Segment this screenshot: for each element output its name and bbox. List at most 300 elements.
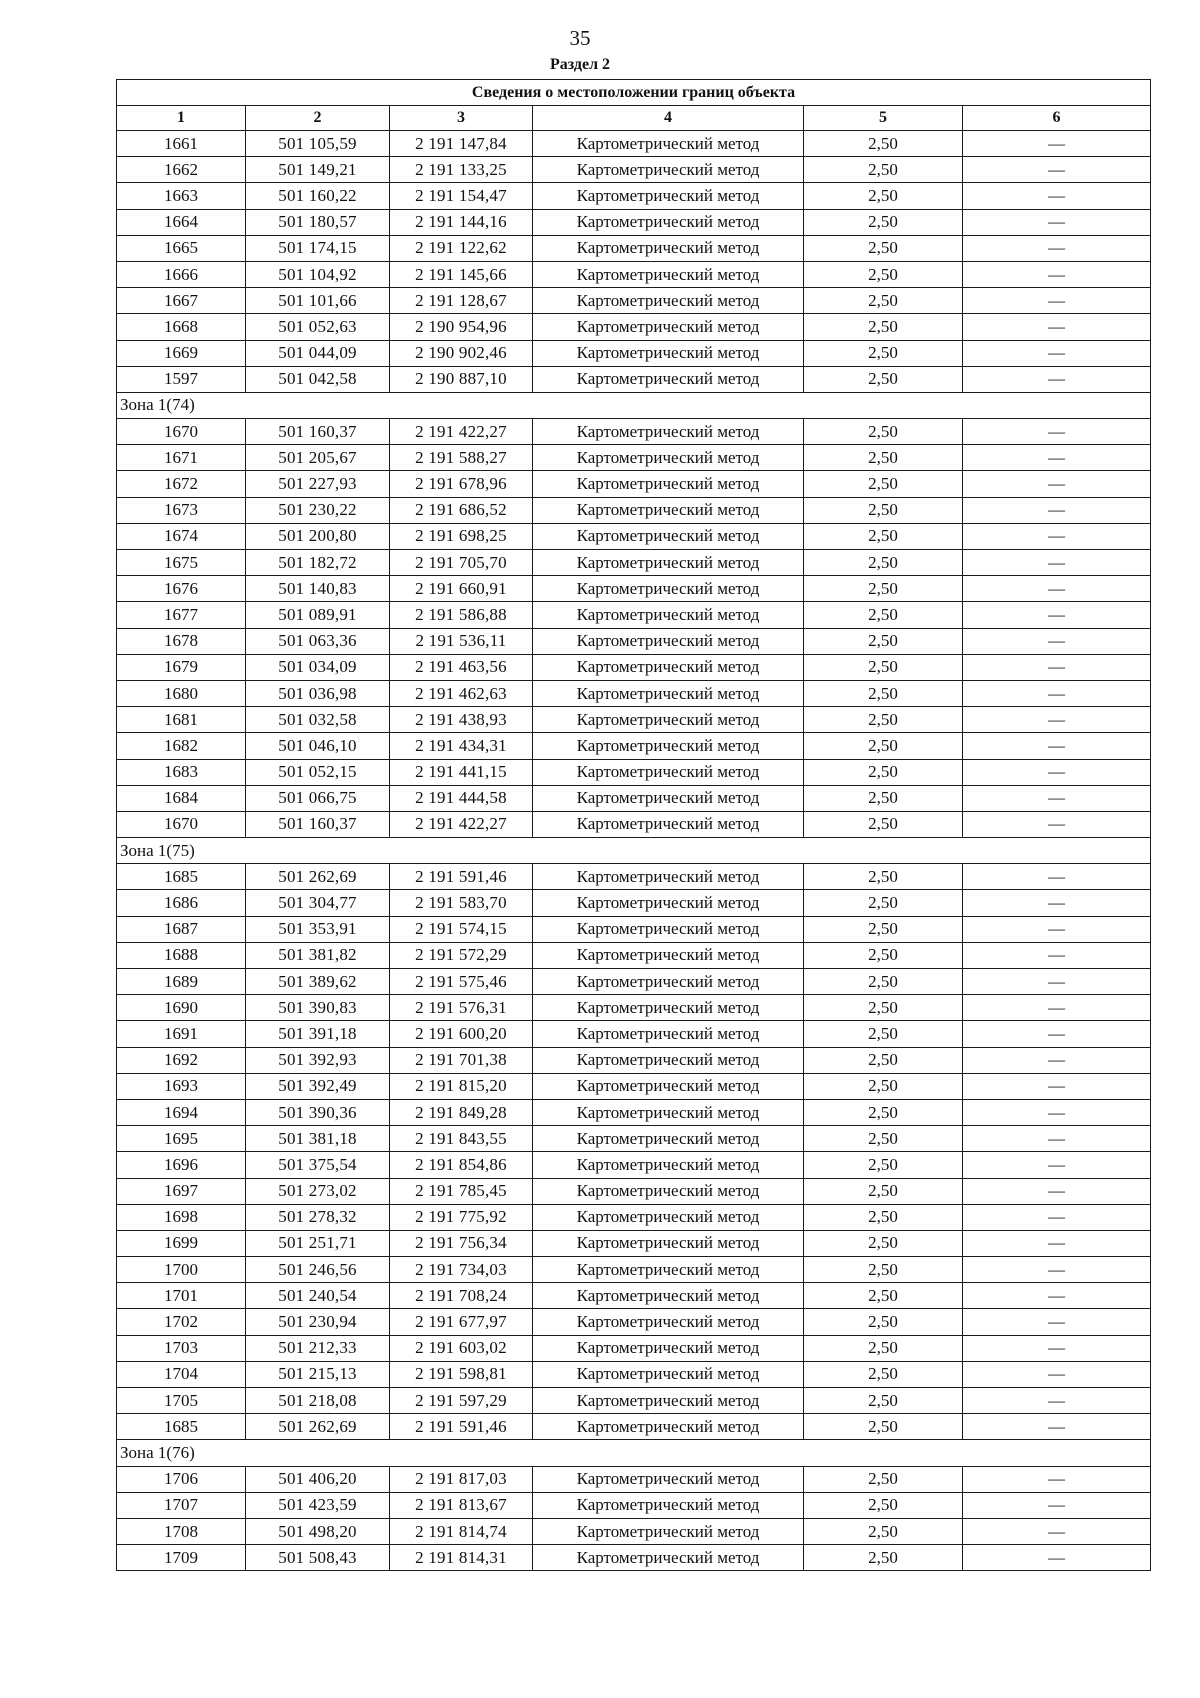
y-coordinate-cell: 2 191 603,02	[390, 1335, 533, 1361]
table-row	[117, 1126, 1151, 1152]
y-coordinate-cell: 2 191 572,29	[390, 942, 533, 968]
method-cell: Картометрический метод	[533, 1414, 804, 1440]
x-coordinate-cell: 501 044,09	[246, 340, 390, 366]
accuracy-cell: 2,50	[804, 1361, 963, 1387]
description-cell: —	[963, 1335, 1151, 1361]
point-number-cell: 1708	[117, 1518, 246, 1544]
method-cell: Картометрический метод	[533, 183, 804, 209]
y-coordinate-cell: 2 191 756,34	[390, 1230, 533, 1256]
y-coordinate-cell: 2 191 698,25	[390, 523, 533, 549]
point-number-cell: 1677	[117, 602, 246, 628]
method-cell: Картометрический метод	[533, 131, 804, 157]
y-coordinate-cell: 2 191 686,52	[390, 497, 533, 523]
description-cell: —	[963, 759, 1151, 785]
accuracy-cell: 2,50	[804, 707, 963, 733]
accuracy-cell: 2,50	[804, 759, 963, 785]
method-cell: Картометрический метод	[533, 1099, 804, 1125]
table-row	[117, 864, 1151, 890]
accuracy-cell: 2,50	[804, 497, 963, 523]
accuracy-cell: 2,50	[804, 471, 963, 497]
accuracy-cell: 2,50	[804, 1099, 963, 1125]
accuracy-cell: 2,50	[804, 1073, 963, 1099]
description-cell: —	[963, 314, 1151, 340]
y-coordinate-cell: 2 191 814,31	[390, 1545, 533, 1571]
accuracy-cell: 2,50	[804, 969, 963, 995]
table-row	[117, 759, 1151, 785]
accuracy-cell: 2,50	[804, 602, 963, 628]
table-row	[117, 602, 1151, 628]
y-coordinate-cell: 2 191 145,66	[390, 261, 533, 287]
point-number-cell: 1695	[117, 1126, 246, 1152]
x-coordinate-cell: 501 230,22	[246, 497, 390, 523]
table-row	[117, 1492, 1151, 1518]
point-number-cell: 1703	[117, 1335, 246, 1361]
method-cell: Картометрический метод	[533, 1126, 804, 1152]
table-row	[117, 1335, 1151, 1361]
method-cell: Картометрический метод	[533, 1178, 804, 1204]
y-coordinate-cell: 2 191 154,47	[390, 183, 533, 209]
description-cell: —	[963, 864, 1151, 890]
point-number-cell: 1693	[117, 1073, 246, 1099]
accuracy-cell: 2,50	[804, 1466, 963, 1492]
point-number-cell: 1700	[117, 1257, 246, 1283]
description-cell: —	[963, 1309, 1151, 1335]
table-row	[117, 628, 1151, 654]
y-coordinate-cell: 2 191 734,03	[390, 1257, 533, 1283]
method-cell: Картометрический метод	[533, 576, 804, 602]
table-row	[117, 523, 1151, 549]
y-coordinate-cell: 2 191 775,92	[390, 1204, 533, 1230]
x-coordinate-cell: 501 101,66	[246, 288, 390, 314]
method-cell: Картометрический метод	[533, 1283, 804, 1309]
method-cell: Картометрический метод	[533, 550, 804, 576]
accuracy-cell: 2,50	[804, 366, 963, 392]
description-cell: —	[963, 261, 1151, 287]
x-coordinate-cell: 501 381,18	[246, 1126, 390, 1152]
table-row	[117, 1257, 1151, 1283]
x-coordinate-cell: 501 423,59	[246, 1492, 390, 1518]
table-row	[117, 1099, 1151, 1125]
accuracy-cell: 2,50	[804, 183, 963, 209]
description-cell: —	[963, 1178, 1151, 1204]
table-row	[117, 1178, 1151, 1204]
method-cell: Картометрический метод	[533, 785, 804, 811]
point-number-cell: 1687	[117, 916, 246, 942]
x-coordinate-cell: 501 278,32	[246, 1204, 390, 1230]
point-number-cell: 1682	[117, 733, 246, 759]
x-coordinate-cell: 501 240,54	[246, 1283, 390, 1309]
point-number-cell: 1698	[117, 1204, 246, 1230]
y-coordinate-cell: 2 191 708,24	[390, 1283, 533, 1309]
accuracy-cell: 2,50	[804, 1283, 963, 1309]
method-cell: Картометрический метод	[533, 366, 804, 392]
x-coordinate-cell: 501 390,83	[246, 995, 390, 1021]
y-coordinate-cell: 2 190 887,10	[390, 366, 533, 392]
description-cell: —	[963, 1126, 1151, 1152]
accuracy-cell: 2,50	[804, 1178, 963, 1204]
table-row	[117, 1545, 1151, 1571]
x-coordinate-cell: 501 182,72	[246, 550, 390, 576]
point-number-cell: 1678	[117, 628, 246, 654]
x-coordinate-cell: 501 149,21	[246, 157, 390, 183]
table-row	[117, 183, 1151, 209]
table-row	[117, 235, 1151, 261]
method-cell: Картометрический метод	[533, 942, 804, 968]
y-coordinate-cell: 2 191 785,45	[390, 1178, 533, 1204]
table-row	[117, 942, 1151, 968]
method-cell: Картометрический метод	[533, 1518, 804, 1544]
x-coordinate-cell: 501 174,15	[246, 235, 390, 261]
y-coordinate-cell: 2 191 701,38	[390, 1047, 533, 1073]
y-coordinate-cell: 2 190 902,46	[390, 340, 533, 366]
table-row	[117, 995, 1151, 1021]
y-coordinate-cell: 2 191 422,27	[390, 419, 533, 445]
accuracy-cell: 2,50	[804, 523, 963, 549]
point-number-cell: 1669	[117, 340, 246, 366]
description-cell: —	[963, 209, 1151, 235]
x-coordinate-cell: 501 212,33	[246, 1335, 390, 1361]
accuracy-cell: 2,50	[804, 1309, 963, 1335]
point-number-cell: 1699	[117, 1230, 246, 1256]
zone-label: Зона 1(74)	[117, 392, 1151, 418]
table-row	[117, 261, 1151, 287]
table-row	[117, 1466, 1151, 1492]
y-coordinate-cell: 2 191 849,28	[390, 1099, 533, 1125]
y-coordinate-cell: 2 191 815,20	[390, 1073, 533, 1099]
table-row	[117, 366, 1151, 392]
page-number: 35	[569, 26, 591, 50]
column-header-row	[117, 106, 1151, 131]
accuracy-cell: 2,50	[804, 1204, 963, 1230]
method-cell: Картометрический метод	[533, 445, 804, 471]
point-number-cell: 1683	[117, 759, 246, 785]
description-cell: —	[963, 628, 1151, 654]
method-cell: Картометрический метод	[533, 471, 804, 497]
x-coordinate-cell: 501 251,71	[246, 1230, 390, 1256]
y-coordinate-cell: 2 191 598,81	[390, 1361, 533, 1387]
point-number-cell: 1706	[117, 1466, 246, 1492]
y-coordinate-cell: 2 191 817,03	[390, 1466, 533, 1492]
accuracy-cell: 2,50	[804, 288, 963, 314]
description-cell: —	[963, 1388, 1151, 1414]
x-coordinate-cell: 501 390,36	[246, 1099, 390, 1125]
accuracy-cell: 2,50	[804, 811, 963, 837]
accuracy-cell: 2,50	[804, 209, 963, 235]
description-cell: —	[963, 785, 1151, 811]
table-row	[117, 1073, 1151, 1099]
point-number-cell: 1686	[117, 890, 246, 916]
description-cell: —	[963, 1099, 1151, 1125]
y-coordinate-cell: 2 191 536,11	[390, 628, 533, 654]
description-cell: —	[963, 1204, 1151, 1230]
x-coordinate-cell: 501 063,36	[246, 628, 390, 654]
method-cell: Картометрический метод	[533, 759, 804, 785]
table-caption-row	[117, 80, 1151, 106]
table-row	[117, 916, 1151, 942]
accuracy-cell: 2,50	[804, 157, 963, 183]
point-number-cell: 1671	[117, 445, 246, 471]
method-cell: Картометрический метод	[533, 419, 804, 445]
x-coordinate-cell: 501 160,37	[246, 811, 390, 837]
accuracy-cell: 2,50	[804, 1152, 963, 1178]
y-coordinate-cell: 2 191 705,70	[390, 550, 533, 576]
method-cell: Картометрический метод	[533, 1257, 804, 1283]
y-coordinate-cell: 2 191 678,96	[390, 471, 533, 497]
zone-label: Зона 1(75)	[117, 838, 1151, 864]
x-coordinate-cell: 501 392,93	[246, 1047, 390, 1073]
y-coordinate-cell: 2 191 597,29	[390, 1388, 533, 1414]
description-cell: —	[963, 811, 1151, 837]
accuracy-cell: 2,50	[804, 680, 963, 706]
table-body	[117, 80, 1151, 1571]
table-row	[117, 969, 1151, 995]
point-number-cell: 1709	[117, 1545, 246, 1571]
table-row	[117, 1518, 1151, 1544]
y-coordinate-cell: 2 191 444,58	[390, 785, 533, 811]
table-row	[117, 314, 1151, 340]
x-coordinate-cell: 501 042,58	[246, 366, 390, 392]
x-coordinate-cell: 501 389,62	[246, 969, 390, 995]
y-coordinate-cell: 2 191 122,62	[390, 235, 533, 261]
description-cell: —	[963, 890, 1151, 916]
x-coordinate-cell: 501 160,22	[246, 183, 390, 209]
table-row	[117, 471, 1151, 497]
table-row	[117, 1283, 1151, 1309]
method-cell: Картометрический метод	[533, 1466, 804, 1492]
y-coordinate-cell: 2 191 463,56	[390, 654, 533, 680]
accuracy-cell: 2,50	[804, 1545, 963, 1571]
table-row	[117, 209, 1151, 235]
y-coordinate-cell: 2 191 128,67	[390, 288, 533, 314]
point-number-cell: 1676	[117, 576, 246, 602]
x-coordinate-cell: 501 046,10	[246, 733, 390, 759]
y-coordinate-cell: 2 191 574,15	[390, 916, 533, 942]
y-coordinate-cell: 2 190 954,96	[390, 314, 533, 340]
description-cell: —	[963, 1257, 1151, 1283]
x-coordinate-cell: 501 273,02	[246, 1178, 390, 1204]
table-row	[117, 1047, 1151, 1073]
x-coordinate-cell: 501 200,80	[246, 523, 390, 549]
column-header: 4	[533, 106, 804, 131]
description-cell: —	[963, 707, 1151, 733]
accuracy-cell: 2,50	[804, 314, 963, 340]
description-cell: —	[963, 1466, 1151, 1492]
method-cell: Картометрический метод	[533, 1047, 804, 1073]
table-row	[117, 707, 1151, 733]
y-coordinate-cell: 2 191 575,46	[390, 969, 533, 995]
x-coordinate-cell: 501 180,57	[246, 209, 390, 235]
method-cell: Картометрический метод	[533, 1335, 804, 1361]
point-number-cell: 1696	[117, 1152, 246, 1178]
point-number-cell: 1694	[117, 1099, 246, 1125]
column-header: 1	[117, 106, 246, 131]
x-coordinate-cell: 501 032,58	[246, 707, 390, 733]
table-caption: Сведения о местоположении границ объекта	[117, 80, 1151, 106]
table-row	[117, 1152, 1151, 1178]
method-cell: Картометрический метод	[533, 1309, 804, 1335]
accuracy-cell: 2,50	[804, 1126, 963, 1152]
table-row	[117, 1309, 1151, 1335]
point-number-cell: 1668	[117, 314, 246, 340]
point-number-cell: 1663	[117, 183, 246, 209]
point-number-cell: 1689	[117, 969, 246, 995]
point-number-cell: 1667	[117, 288, 246, 314]
y-coordinate-cell: 2 191 133,25	[390, 157, 533, 183]
y-coordinate-cell: 2 191 588,27	[390, 445, 533, 471]
x-coordinate-cell: 501 160,37	[246, 419, 390, 445]
description-cell: —	[963, 1361, 1151, 1387]
description-cell: —	[963, 1414, 1151, 1440]
section-title: Раздел 2	[549, 56, 611, 73]
accuracy-cell: 2,50	[804, 550, 963, 576]
y-coordinate-cell: 2 191 422,27	[390, 811, 533, 837]
point-number-cell: 1705	[117, 1388, 246, 1414]
description-cell: —	[963, 340, 1151, 366]
y-coordinate-cell: 2 191 854,86	[390, 1152, 533, 1178]
description-cell: —	[963, 157, 1151, 183]
description-cell: —	[963, 654, 1151, 680]
method-cell: Картометрический метод	[533, 1230, 804, 1256]
method-cell: Картометрический метод	[533, 314, 804, 340]
x-coordinate-cell: 501 218,08	[246, 1388, 390, 1414]
x-coordinate-cell: 501 052,15	[246, 759, 390, 785]
point-number-cell: 1688	[117, 942, 246, 968]
point-number-cell: 1680	[117, 680, 246, 706]
point-number-cell: 1707	[117, 1492, 246, 1518]
table-row	[117, 1414, 1151, 1440]
y-coordinate-cell: 2 191 438,93	[390, 707, 533, 733]
column-header: 2	[246, 106, 390, 131]
table-row	[117, 1388, 1151, 1414]
method-cell: Картометрический метод	[533, 680, 804, 706]
accuracy-cell: 2,50	[804, 261, 963, 287]
description-cell: —	[963, 1021, 1151, 1047]
x-coordinate-cell: 501 375,54	[246, 1152, 390, 1178]
x-coordinate-cell: 501 353,91	[246, 916, 390, 942]
x-coordinate-cell: 501 034,09	[246, 654, 390, 680]
y-coordinate-cell: 2 191 586,88	[390, 602, 533, 628]
point-number-cell: 1597	[117, 366, 246, 392]
point-number-cell: 1690	[117, 995, 246, 1021]
x-coordinate-cell: 501 230,94	[246, 1309, 390, 1335]
description-cell: —	[963, 680, 1151, 706]
method-cell: Картометрический метод	[533, 707, 804, 733]
accuracy-cell: 2,50	[804, 654, 963, 680]
description-cell: —	[963, 523, 1151, 549]
point-number-cell: 1701	[117, 1283, 246, 1309]
y-coordinate-cell: 2 191 813,67	[390, 1492, 533, 1518]
description-cell: —	[963, 602, 1151, 628]
point-number-cell: 1697	[117, 1178, 246, 1204]
description-cell: —	[963, 419, 1151, 445]
point-number-cell: 1684	[117, 785, 246, 811]
accuracy-cell: 2,50	[804, 995, 963, 1021]
method-cell: Картометрический метод	[533, 995, 804, 1021]
column-header: 5	[804, 106, 963, 131]
x-coordinate-cell: 501 304,77	[246, 890, 390, 916]
method-cell: Картометрический метод	[533, 733, 804, 759]
description-cell: —	[963, 995, 1151, 1021]
method-cell: Картометрический метод	[533, 288, 804, 314]
x-coordinate-cell: 501 089,91	[246, 602, 390, 628]
y-coordinate-cell: 2 191 600,20	[390, 1021, 533, 1047]
point-number-cell: 1665	[117, 235, 246, 261]
accuracy-cell: 2,50	[804, 628, 963, 654]
method-cell: Картометрический метод	[533, 1073, 804, 1099]
accuracy-cell: 2,50	[804, 1388, 963, 1414]
y-coordinate-cell: 2 191 462,63	[390, 680, 533, 706]
y-coordinate-cell: 2 191 144,16	[390, 209, 533, 235]
x-coordinate-cell: 501 381,82	[246, 942, 390, 968]
point-number-cell: 1670	[117, 419, 246, 445]
zone-label: Зона 1(76)	[117, 1440, 1151, 1466]
point-number-cell: 1673	[117, 497, 246, 523]
x-coordinate-cell: 501 406,20	[246, 1466, 390, 1492]
method-cell: Картометрический метод	[533, 209, 804, 235]
description-cell: —	[963, 550, 1151, 576]
table-row	[117, 1204, 1151, 1230]
table-row	[117, 654, 1151, 680]
method-cell: Картометрический метод	[533, 602, 804, 628]
x-coordinate-cell: 501 036,98	[246, 680, 390, 706]
y-coordinate-cell: 2 191 147,84	[390, 131, 533, 157]
method-cell: Картометрический метод	[533, 864, 804, 890]
accuracy-cell: 2,50	[804, 1021, 963, 1047]
x-coordinate-cell: 501 246,56	[246, 1257, 390, 1283]
accuracy-cell: 2,50	[804, 235, 963, 261]
point-number-cell: 1704	[117, 1361, 246, 1387]
table-row	[117, 733, 1151, 759]
description-cell: —	[963, 471, 1151, 497]
point-number-cell: 1681	[117, 707, 246, 733]
description-cell: —	[963, 1230, 1151, 1256]
description-cell: —	[963, 183, 1151, 209]
method-cell: Картометрический метод	[533, 1388, 804, 1414]
description-cell: —	[963, 1073, 1151, 1099]
x-coordinate-cell: 501 205,67	[246, 445, 390, 471]
accuracy-cell: 2,50	[804, 1335, 963, 1361]
method-cell: Картометрический метод	[533, 1204, 804, 1230]
x-coordinate-cell: 501 508,43	[246, 1545, 390, 1571]
method-cell: Картометрический метод	[533, 628, 804, 654]
table-row	[117, 1361, 1151, 1387]
y-coordinate-cell: 2 191 591,46	[390, 864, 533, 890]
x-coordinate-cell: 501 215,13	[246, 1361, 390, 1387]
description-cell: —	[963, 733, 1151, 759]
table-row	[117, 288, 1151, 314]
method-cell: Картометрический метод	[533, 654, 804, 680]
description-cell: —	[963, 1152, 1151, 1178]
table-row	[117, 890, 1151, 916]
table-row	[117, 445, 1151, 471]
method-cell: Картометрический метод	[533, 811, 804, 837]
y-coordinate-cell: 2 191 814,74	[390, 1518, 533, 1544]
description-cell: —	[963, 1545, 1151, 1571]
x-coordinate-cell: 501 104,92	[246, 261, 390, 287]
y-coordinate-cell: 2 191 583,70	[390, 890, 533, 916]
x-coordinate-cell: 501 498,20	[246, 1518, 390, 1544]
x-coordinate-cell: 501 052,63	[246, 314, 390, 340]
table-row	[117, 157, 1151, 183]
description-cell: —	[963, 942, 1151, 968]
column-header: 6	[963, 106, 1151, 131]
accuracy-cell: 2,50	[804, 445, 963, 471]
method-cell: Картометрический метод	[533, 261, 804, 287]
accuracy-cell: 2,50	[804, 1492, 963, 1518]
description-cell: —	[963, 1283, 1151, 1309]
accuracy-cell: 2,50	[804, 1257, 963, 1283]
method-cell: Картометрический метод	[533, 1545, 804, 1571]
